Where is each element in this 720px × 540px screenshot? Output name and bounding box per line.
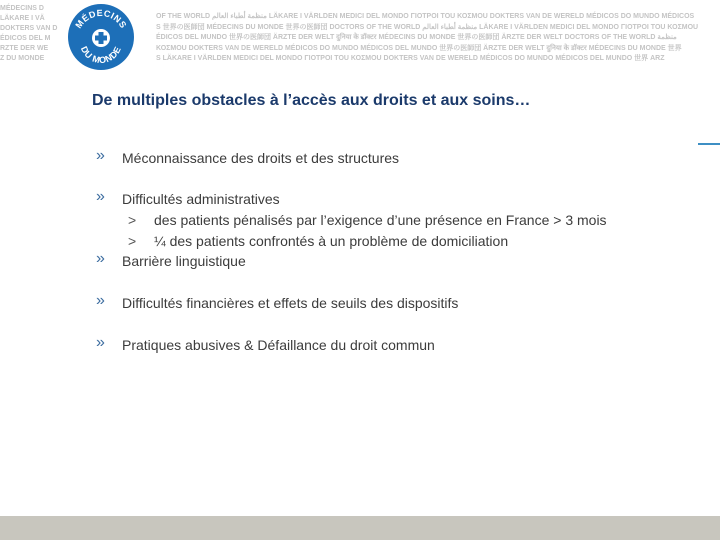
logo-icon <box>66 2 136 72</box>
bullet-text: Difficultés administratives <box>122 191 280 207</box>
bullet-item <box>96 336 656 354</box>
bullet-marker-icon: » <box>96 292 105 309</box>
banner-left-line: DOKTERS VAN D <box>0 25 58 32</box>
sub-bullet-marker-icon: > <box>128 212 137 228</box>
bullet-marker-icon: » <box>96 147 105 164</box>
footer-bar <box>0 516 720 540</box>
banner-left-line: ÉDICOS DEL M <box>0 35 51 42</box>
bullet-marker-icon: » <box>96 250 105 267</box>
bullet-item <box>96 190 656 208</box>
logo-text-top: MÉDECINS <box>73 7 129 31</box>
accent-divider <box>698 143 720 145</box>
bullet-marker-icon: » <box>96 334 105 351</box>
banner-right-line: S 世界の医師団 MÉDECINS DU MONDE 世界の医師団 DOCTORS OF THE WORLD ﻣﻨﻈﻤﺔ ﺃﻄﺒﺎﺀ ﺍﻟﻌﺎﻟﻢ LÄKARE I VÄRLDEN MEDICI DEL MONDO ΓΙΟΤΡΟΙ ΤΟU ΚΟΣΜΟU <box>156 23 699 31</box>
bullet-text: Barrière linguistique <box>122 253 246 269</box>
slide-title: De multiples obstacles à l’accès aux droits et aux soins… <box>92 92 531 109</box>
banner-right-text <box>156 12 704 64</box>
banner-left-line: RZTE DER WE <box>0 45 49 52</box>
sub-bullet-marker-icon: > <box>128 233 137 249</box>
banner-right-line: ΚΟΣΜΟU DOKTERS VAN DE WERELD MÉDICOS DO MUNDO MÉDICOS DEL MUNDO 世界の医師団 ÄRZTE DER WELT दुनिया के डॉक्टर MÉDECINS DU MONDE 世界 <box>156 44 682 52</box>
logo-text-bottom: DU MONDE <box>78 44 124 66</box>
banner-right-line: OF THE WORLD ﻣﻨﻈﻤﺔ ﺃﻄﺒﺎﺀ ﺍﻟﻌﺎﻟﻢ LÄKARE I VÄRLDEN MEDICI DEL MONDO ΓΙΟΤΡΟΙ ΤΟU ΚΟΣΜΟU DOKTERS VAN DE WERELD MÉDICOS DO MUNDO MÉDICOS <box>156 13 695 20</box>
bullet-marker-icon: » <box>96 188 105 205</box>
bullet-item <box>96 252 656 270</box>
sub-bullet-text: des patients pénalisés par l’exigence d’une présence en France > 3 mois <box>154 212 607 228</box>
sub-bullet-item <box>96 233 656 249</box>
banner-right-line: ÉDICOS DEL MUNDO 世界の医師団 ÄRZTE DER WELT दुनिया के डॉक्टर MÉDECINS DU MONDE 世界の医師団 ÄRZTE DER WELT DOCTORS OF THE WORLD ﻣﻨﻈﻤﺔ <box>156 34 677 41</box>
sub-bullet-item <box>96 212 656 228</box>
bullet-text: Difficultés financières et effets de seuils des dispositifs <box>122 295 459 311</box>
banner-left-text <box>0 4 58 62</box>
bullet-list <box>96 149 656 354</box>
banner-left-line: MÉDECINS D <box>0 5 44 12</box>
bullet-text: Pratiques abusives & Défaillance du droit commun <box>122 337 435 353</box>
bullet-item <box>96 149 656 167</box>
banner-left-line: Z DU MONDE <box>0 55 45 62</box>
banner-left-line: LÄKARE I VÄ <box>0 15 45 22</box>
sub-bullet-text: ¼ des patients confrontés à un problème de domiciliation <box>154 233 509 249</box>
bullet-item <box>96 294 656 312</box>
bullet-text: Méconnaissance des droits et des structures <box>122 150 400 166</box>
banner-right-line: S LÄKARE I VÄRLDEN MEDICI DEL MONDO ΓΙΟΤΡΟΙ ΤΟU ΚΟΣΜΟU DOKTERS VAN DE WERELD MÉDICOS DO MUNDO MÉDICOS DEL MUNDO 世界 ARZ <box>156 55 665 62</box>
medecins-du-monde-logo <box>66 2 136 72</box>
